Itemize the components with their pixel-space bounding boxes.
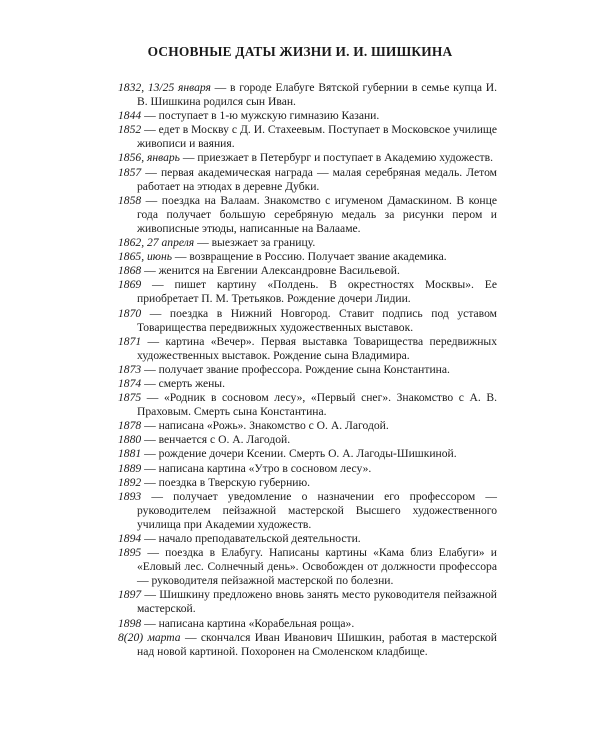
entry-text: — поездка на Валаам. Знакомство с игуменом Дамаскином. В конце года получает большую серебряную медаль за рисунки пером и живописные этюды, написанные на Валааме. bbox=[137, 193, 497, 235]
entry-text: — приезжает в Петербург и поступает в Академию художеств. bbox=[179, 151, 493, 165]
entry-text: — начало преподавательской деятельности. bbox=[141, 532, 361, 545]
entry-text: — получает звание профессора. Рождение сына Константина. bbox=[141, 362, 450, 376]
entry-text: — в городе Елабуге Вятской губернии в семье купца И. В. Шишкина родился сын Иван. bbox=[137, 81, 497, 109]
chronology-list bbox=[118, 81, 497, 659]
entry-text: — поездка в Тверскую губернию. bbox=[141, 475, 311, 489]
chronology-entry bbox=[118, 307, 497, 335]
entry-text: — написана картина «Утро в сосновом лесу». bbox=[141, 461, 372, 475]
entry-text: — «Родник в сосновом лесу», «Первый снег». Знакомство с А. В. Праховым. Смерть сына Константина. bbox=[137, 391, 497, 419]
entry-text: — Шишкину предложено вновь занять место руководителя пейзажной мастерской. bbox=[137, 588, 497, 616]
entry-text: — выезжает за границу. bbox=[194, 236, 316, 250]
entry-date: 8(20) марта bbox=[118, 630, 181, 644]
entry-date: 1857 bbox=[118, 165, 142, 179]
chronology-entry bbox=[118, 236, 497, 250]
entry-text: — поездка в Нижний Новгород. Ставит подпись под уставом Товарищества передвижных художественных выставок. bbox=[137, 306, 497, 334]
chronology-entry bbox=[118, 123, 497, 151]
chronology-entry bbox=[118, 391, 497, 419]
entry-date: 1856, январь bbox=[118, 151, 180, 165]
chronology-entry bbox=[118, 151, 497, 165]
chronology-entry bbox=[118, 588, 497, 616]
chronology-entry bbox=[118, 419, 497, 433]
page-title: ОСНОВНЫЕ ДАТЫ ЖИЗНИ И. И. ШИШКИНА bbox=[147, 44, 453, 59]
entry-date: 1898 bbox=[118, 616, 142, 630]
entry-date: 1892 bbox=[118, 475, 142, 489]
chronology-entry bbox=[118, 81, 497, 109]
chronology-entry bbox=[118, 462, 497, 476]
chronology-entry bbox=[118, 476, 497, 490]
entry-text: — написана картина «Корабельная роща». bbox=[141, 616, 355, 630]
entry-text: — возвращение в Россию. Получает звание академика. bbox=[171, 250, 447, 264]
entry-date: 1881 bbox=[118, 447, 142, 461]
entry-text: — венчается с О. А. Лагодой. bbox=[141, 433, 291, 447]
chronology-entry bbox=[118, 109, 497, 123]
chronology-entry bbox=[118, 617, 497, 631]
entry-text: — скончался Иван Иванович Шишкин, работая в мастерской над новой картиной. Похоронен на Смоленском кладбище. bbox=[137, 630, 497, 658]
chronology-entry bbox=[118, 278, 497, 306]
entry-text: — едет в Москву с Д. И. Стахеевым. Поступает в Московское училище живописи и ваяния. bbox=[137, 123, 497, 151]
chronology-entry bbox=[118, 250, 497, 264]
chronology-entry bbox=[118, 631, 497, 659]
entry-date: 1873 bbox=[118, 362, 142, 376]
entry-text: — картина «Вечер». Первая выставка Товарищества передвижных художественных выставок. Рождение сына Владимира. bbox=[137, 334, 497, 362]
entry-text: — первая академическая награда — малая серебряная медаль. Летом работает на этюдах в деревне Дубки. bbox=[137, 165, 497, 193]
chronology-entry bbox=[118, 546, 497, 588]
entry-date: 1871 bbox=[118, 334, 142, 348]
entry-date: 1869 bbox=[118, 278, 142, 292]
entry-text: — поездка в Елабугу. Написаны картины «Кама близ Елабуги» и «Еловый лес. Солнечный день». Освобожден от должности профессора — руководителя пейзажной мастерской по болезни. bbox=[137, 546, 497, 588]
chronology-entry bbox=[118, 335, 497, 363]
entry-date: 1832, 13/25 января bbox=[118, 81, 211, 94]
entry-date: 1880 bbox=[118, 433, 142, 447]
entry-date: 1870 bbox=[118, 306, 142, 320]
chronology-entry bbox=[118, 433, 497, 447]
entry-date: 1889 bbox=[118, 461, 142, 475]
entry-text: — поступает в 1-ю мужскую гимназию Казани. bbox=[141, 109, 380, 123]
entry-date: 1894 bbox=[118, 532, 142, 545]
entry-text: — пишет картину «Полдень. В окрестностях Москвы». Ее приобретает П. М. Третьяков. Рождение дочери Лидии. bbox=[137, 278, 497, 306]
chronology-entry bbox=[118, 377, 497, 391]
entry-date: 1893 bbox=[118, 489, 142, 503]
entry-date: 1875 bbox=[118, 391, 142, 405]
entry-date: 1844 bbox=[118, 109, 142, 123]
chronology-entry bbox=[118, 264, 497, 278]
entry-text: — получает уведомление о назначении его профессором — руководителем пейзажной мастерской Высшего художественного училища при Академии художеств. bbox=[137, 489, 497, 531]
entry-date: 1874 bbox=[118, 376, 142, 390]
chronology-entry bbox=[118, 166, 497, 194]
chronology-entry bbox=[118, 447, 497, 461]
entry-text: — женится на Евгении Александровне Васильевой. bbox=[141, 264, 400, 278]
chronology-entry bbox=[118, 532, 497, 546]
chronology-entry bbox=[118, 490, 497, 532]
entry-text: — написана «Рожь». Знакомство с О. А. Лагодой. bbox=[141, 419, 389, 433]
entry-text: — смерть жены. bbox=[141, 376, 225, 390]
entry-date: 1897 bbox=[118, 588, 142, 602]
entry-date: 1858 bbox=[118, 193, 142, 207]
chronology-entry bbox=[118, 363, 497, 377]
entry-date: 1878 bbox=[118, 419, 142, 433]
entry-text: — рождение дочери Ксении. Смерть О. А. Лагоды-Шишкиной. bbox=[141, 447, 457, 461]
entry-date: 1852 bbox=[118, 123, 142, 137]
chronology-entry bbox=[118, 194, 497, 236]
entry-date: 1868 bbox=[118, 264, 142, 278]
entry-date: 1865, июнь bbox=[118, 250, 172, 264]
entry-date: 1862, 27 апреля bbox=[118, 236, 195, 250]
entry-date: 1895 bbox=[118, 546, 142, 560]
